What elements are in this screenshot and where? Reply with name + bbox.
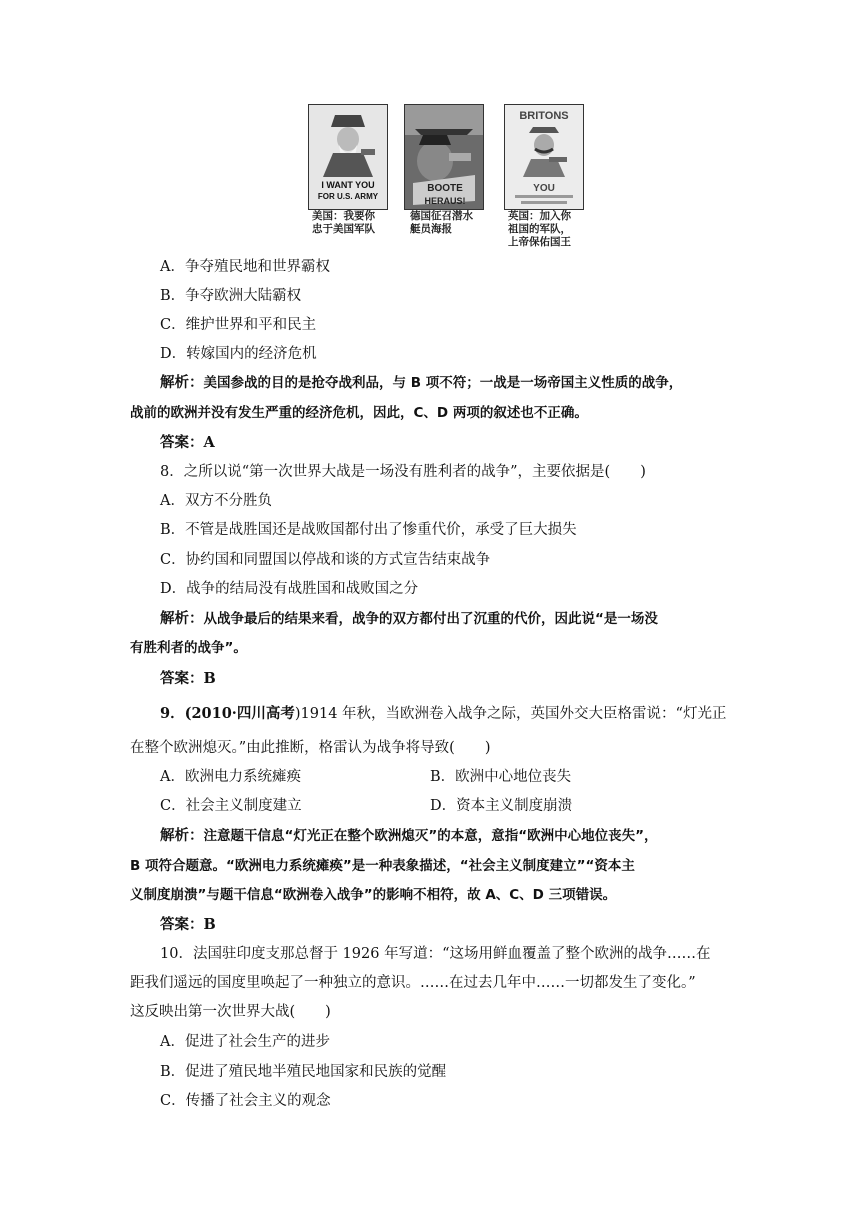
german-uboat-poster-image: [404, 104, 484, 210]
q7-answer: 答案：A: [160, 434, 215, 451]
poster-1-text-1: I WANT YOU: [321, 180, 375, 190]
q8-analysis-line-1: 解析：从战争最后的结果来看，战争的双方都付出了沉重的代价，因此说“是一场没: [160, 610, 658, 627]
q10-option-b: B．促进了殖民地半殖民地国家和民族的觉醒: [160, 1064, 447, 1080]
poster-3-text-2: YOU: [533, 183, 555, 194]
q9-analysis-line-1: 解析：注意题干信息“灯光正在整个欧洲熄灭”的本意，意指“欧洲中心地位丧失”，: [160, 827, 658, 844]
poster-2-text-2: HERAUS!: [424, 196, 466, 206]
q7-option-d: D．转嫁国内的经济危机: [160, 346, 317, 362]
q8-answer: 答案：B: [160, 670, 216, 687]
poster-caption-germany: 德国征召潜水 艇员海报: [410, 210, 473, 235]
poster-figure: [308, 104, 598, 249]
poster-caption-us: 美国：我要你 忠于美国军队: [312, 210, 375, 235]
q7-option-a: A．争夺殖民地和世界霸权: [160, 259, 330, 275]
q7-analysis-line-1: 解析：美国参战的目的是抢夺战利品，与 B 项不符；一战是一场帝国主义性质的战争，: [160, 374, 683, 391]
q9-answer: 答案：B: [160, 916, 216, 933]
q10-option-a: A．促进了社会生产的进步: [160, 1034, 330, 1050]
q9-option-d: D．资本主义制度崩溃: [430, 798, 573, 814]
poster-1-text-2: FOR U.S. ARMY: [317, 192, 379, 201]
q9-analysis-line-3: 义制度崩溃”与题干信息“欧洲卷入战争”的影响不相符，故 A、C、D 三项错误。: [130, 887, 617, 903]
q8-option-c: C．协约国和同盟国以停战和谈的方式宣告结束战争: [160, 552, 491, 568]
q10-stem-line-2: 距我们遥远的国度里唤起了一种独立的意识。……在过去几年中……一切都发生了变化。”: [130, 975, 696, 991]
q9-analysis-line-2: B 项符合题意。“欧洲电力系统瘫痪”是一种表象描述，“社会主义制度建立”“资本主: [130, 858, 635, 874]
q8-analysis-line-2: 有胜利者的战争”。: [130, 640, 247, 656]
q9-stem-line-2: 在整个欧洲熄灭。”由此推断，格雷认为战争将导致( ): [130, 740, 491, 756]
q10-stem-line-1: 10．法国驻印度支那总督于 1926 年写道：“这场用鲜血覆盖了整个欧洲的战争……在: [160, 946, 711, 962]
q8-option-b: B．不管是战胜国还是战败国都付出了惨重代价，承受了巨大损失: [160, 522, 577, 538]
poster-2-text-1: BOOTE: [427, 183, 463, 194]
poster-caption-britain: 英国：加入你 祖国的军队， 上帝保佑国王: [508, 210, 571, 248]
q8-stem: 8．之所以说“第一次世界大战是一场没有胜利者的战争”，主要依据是( ): [160, 464, 646, 480]
q9-option-a: A．欧洲电力系统瘫痪: [160, 769, 301, 785]
q7-option-b: B．争夺欧洲大陆霸权: [160, 288, 302, 304]
british-army-poster-image: [504, 104, 584, 210]
q9-option-c: C．社会主义制度建立: [160, 798, 302, 814]
q10-option-c: C．传播了社会主义的观念: [160, 1093, 331, 1109]
q9-source: 四川高考: [236, 705, 295, 722]
q9-stem-line-1: 9．(2010·四川高考)1914 年秋，当欧洲卷入战争之际，英国外交大臣格雷说：“灯光正: [160, 705, 727, 722]
q9-option-b: B．欧洲中心地位丧失: [430, 769, 572, 785]
q7-option-c: C．维护世界和平和民主: [160, 317, 317, 333]
q8-option-d: D．战争的结局没有战胜国和战败国之分: [160, 581, 419, 597]
q8-option-a: A．双方不分胜负: [160, 493, 272, 509]
us-army-poster-image: [308, 104, 388, 210]
q7-analysis-line-2: 战前的欧洲并没有发生严重的经济危机，因此，C、D 两项的叙述也不正确。: [130, 405, 588, 421]
q10-stem-line-3: 这反映出第一次世界大战( ): [130, 1004, 331, 1020]
poster-3-text-1: BRITONS: [519, 110, 569, 122]
